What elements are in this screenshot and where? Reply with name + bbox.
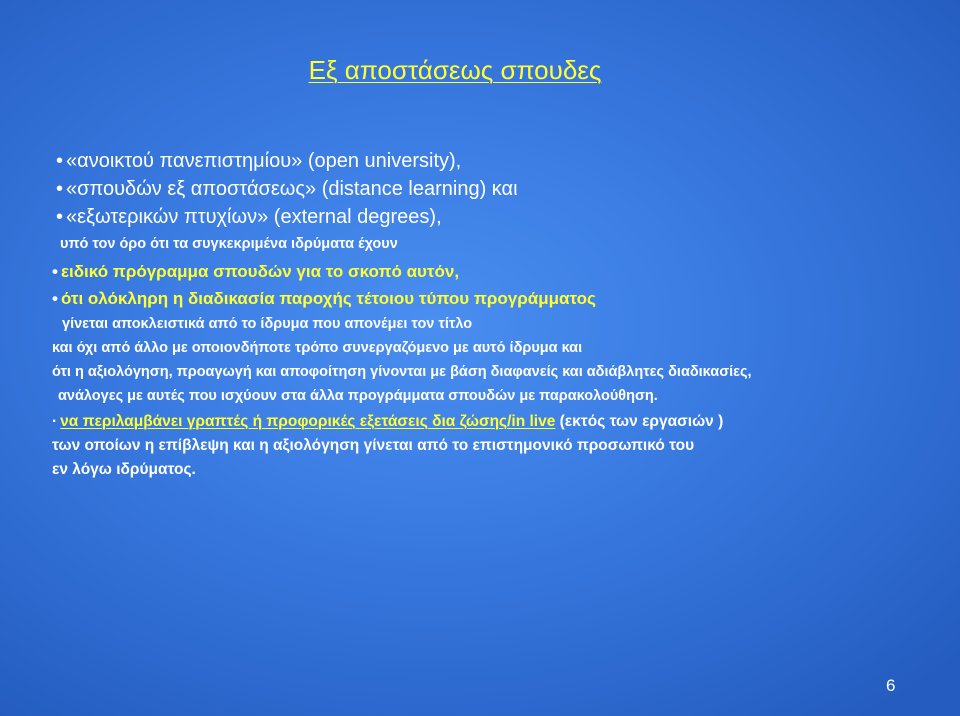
bullet-line-1 (56, 150, 461, 173)
bullet-icon: • (56, 206, 64, 228)
text-line-12: των οποίων η επίβλεψη και η αξιολόγηση γίνεται από το επιστημονικό προσωπικό του (52, 437, 695, 454)
bullet-icon: • (56, 150, 64, 172)
line-text: ότι ολόκληρη η διαδικασία παροχής τέτοιου τύπου προγράμματος (60, 289, 596, 308)
bullet-line-3 (56, 206, 442, 229)
text-line-9: ότι η αξιολόγηση, προαγωγή και αποφοίτηση γίνονται με βάση διαφανείς και αδιάβλητες διαδικασίες, (52, 364, 752, 380)
bullet-icon: • (52, 289, 58, 308)
line-text: «σπουδών εξ αποστάσεως» (distance learning) και (66, 178, 518, 200)
bullet-line-2 (56, 178, 518, 201)
bullet-icon: • (52, 262, 58, 281)
line-text: (εκτός των εργασιών ) (555, 413, 724, 430)
line-text: ειδικό πρόγραμμα σπουδών για το σκοπό αυτόν, (60, 262, 460, 281)
text-line-11 (52, 413, 723, 431)
text-line-13: εν λόγω ιδρύματος. (52, 461, 196, 478)
line-text: «εξωτερικών πτυχίων» (external degrees), (66, 206, 442, 228)
bullet-line-6 (52, 289, 596, 309)
bullet-dot-icon: · (52, 413, 58, 430)
text-line-4: υπό τον όρο ότι τα συγκεκριμένα ιδρύματα έχουν (60, 236, 398, 252)
slide-title: Εξ αποστάσεως σπουδες (308, 55, 602, 85)
line-text: «ανοικτού πανεπιστημίου» (open university), (66, 150, 462, 172)
exams-highlight: να περιλαμβάνει γραπτές ή προφορικές εξετάσεις δια ζώσης/in live (60, 413, 556, 430)
page-number: 6 (886, 676, 896, 695)
text-line-10: ανάλογες με αυτές που ισχύουν στα άλλα προγράμματα σπουδών με παρακολούθηση. (58, 388, 658, 404)
bullet-icon: • (56, 178, 64, 200)
text-line-7: γίνεται αποκλειστικά από το ίδρυμα που απονέμει τον τίτλο (62, 316, 473, 332)
text-line-8: και όχι από άλλο με οποιονδήποτε τρόπο συνεργαζόμενο με αυτό ίδρυμα και (52, 340, 583, 356)
bullet-line-5 (52, 262, 459, 282)
